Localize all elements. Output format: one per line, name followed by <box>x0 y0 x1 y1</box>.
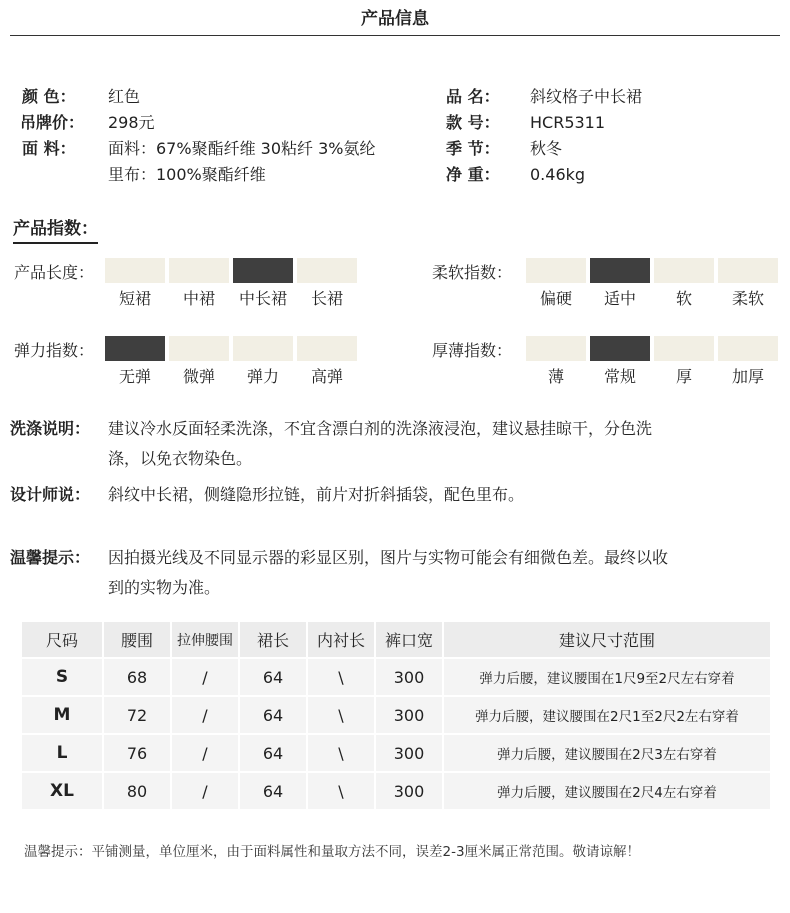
color-value: 红色 <box>108 87 141 106</box>
table-row <box>22 659 770 695</box>
wash-text-line1: 建议冷水反面轻柔洗涤，不宜含漂白剂的洗涤液浸泡，建议悬挂晾干，分色洗 <box>108 419 653 438</box>
elasticity-option-label: 弹力 <box>246 367 279 386</box>
length-segment <box>233 258 293 283</box>
designer-label: 设计师说： <box>10 485 91 504</box>
cell-waist: 72 <box>104 697 170 733</box>
header-stretch-waist: 拉伸腰围 <box>172 622 238 657</box>
softness-segment <box>590 258 650 283</box>
length-index-label: 产品长度： <box>14 263 95 282</box>
season-value: 秋冬 <box>530 139 563 158</box>
header-skirt-length: 裙长 <box>240 622 306 657</box>
cell-size: M <box>22 697 102 733</box>
net-weight-value: 0.46kg <box>530 165 586 184</box>
cell-lining: \ <box>308 735 374 771</box>
elasticity-segment <box>169 336 229 361</box>
elasticity-segment <box>233 336 293 361</box>
softness-option-label: 软 <box>675 289 692 308</box>
cell-note: 弹力后腰，建议腰围在2尺1至2尺2左右穿着 <box>444 697 770 733</box>
product-name-label: 品 名： <box>446 87 500 106</box>
softness-segment <box>718 258 778 283</box>
net-weight-label: 净 重： <box>446 165 500 184</box>
cell-hem: 300 <box>376 659 442 695</box>
color-label: 颜 色： <box>22 87 76 106</box>
cell-hem: 300 <box>376 735 442 771</box>
cell-length: 64 <box>240 697 306 733</box>
header-recommended-range: 建议尺寸范围 <box>444 622 770 657</box>
tip-text-line2: 到的实物为准。 <box>108 578 221 597</box>
cell-note: 弹力后腰，建议腰围在1尺9至2尺左右穿着 <box>444 659 770 695</box>
cell-waist: 68 <box>104 659 170 695</box>
wash-text-line2: 涤，以免衣物染色。 <box>108 449 253 468</box>
tip-text-line1: 因拍摄光线及不同显示器的彩显区别，图片与实物可能会有细微色差。最终以收 <box>108 548 669 567</box>
length-segment <box>169 258 229 283</box>
softness-option-label: 适中 <box>603 289 636 308</box>
elasticity-segment <box>297 336 357 361</box>
cell-lining: \ <box>308 659 374 695</box>
wash-label: 洗涤说明： <box>10 419 91 438</box>
header-size: 尺码 <box>22 622 102 657</box>
cell-size: L <box>22 735 102 771</box>
elasticity-option-label: 高弹 <box>310 367 343 386</box>
lining-value: 里布：100%聚酯纤维 <box>108 165 266 184</box>
length-option-label: 长裙 <box>310 289 343 308</box>
designer-note <box>0 480 790 510</box>
style-number-value: HCR5311 <box>530 113 606 132</box>
softness-index-label: 柔软指数： <box>432 263 513 282</box>
thickness-index-label: 厚薄指数： <box>432 341 513 360</box>
tip-label: 温馨提示： <box>10 548 91 567</box>
cell-hem: 300 <box>376 697 442 733</box>
style-number-label: 款 号： <box>446 113 500 132</box>
size-table-header <box>22 622 770 657</box>
softness-option-label: 偏硬 <box>539 289 572 308</box>
header-waist: 腰围 <box>104 622 170 657</box>
header-lining-length: 内衬长 <box>308 622 374 657</box>
length-segment <box>297 258 357 283</box>
softness-segment <box>654 258 714 283</box>
cell-hem: 300 <box>376 773 442 809</box>
product-name-value: 斜纹格子中长裙 <box>530 87 643 106</box>
tag-price-label: 吊牌价： <box>20 113 85 132</box>
cell-stretch: / <box>172 773 238 809</box>
thickness-segment <box>590 336 650 361</box>
length-option-label: 短裙 <box>118 289 151 308</box>
fabric-label: 面 料： <box>22 139 76 158</box>
cell-lining: \ <box>308 773 374 809</box>
cell-size: S <box>22 659 102 695</box>
cell-stretch: / <box>172 735 238 771</box>
length-option-label: 中长裙 <box>238 289 287 308</box>
cell-lining: \ <box>308 697 374 733</box>
indices-title: 产品指数： <box>13 214 98 244</box>
thickness-option-label: 厚 <box>675 367 692 386</box>
tag-price-value: 298元 <box>108 113 155 132</box>
length-segment <box>105 258 165 283</box>
footer-note: 温馨提示：平铺测量，单位厘米，由于面料属性和量取方法不同，误差2-3厘米属正常范围。敬请谅解！ <box>24 844 641 860</box>
page-title: 产品信息 <box>361 9 429 29</box>
elasticity-option-label: 无弹 <box>118 367 151 386</box>
season-label: 季 节： <box>446 139 500 158</box>
cell-length: 64 <box>240 659 306 695</box>
designer-text: 斜纹中长裙，侧缝隐形拉链，前片对折斜插袋，配色里布。 <box>108 485 525 504</box>
thickness-option-label: 薄 <box>547 367 564 386</box>
cell-length: 64 <box>240 773 306 809</box>
softness-segment <box>526 258 586 283</box>
table-row <box>22 697 770 733</box>
cell-stretch: / <box>172 697 238 733</box>
size-table <box>20 620 772 811</box>
length-option-label: 中裙 <box>182 289 215 308</box>
cell-waist: 80 <box>104 773 170 809</box>
fabric-value: 面料：67%聚酯纤维 30粘纤 3%氨纶 <box>108 139 376 158</box>
cell-note: 弹力后腰，建议腰围在2尺4左右穿着 <box>444 773 770 809</box>
header-hem-width: 裤口宽 <box>376 622 442 657</box>
thickness-segment <box>526 336 586 361</box>
cell-size: XL <box>22 773 102 809</box>
table-row <box>22 773 770 809</box>
thickness-segment <box>654 336 714 361</box>
table-row <box>22 735 770 771</box>
cell-length: 64 <box>240 735 306 771</box>
elasticity-segment <box>105 336 165 361</box>
thickness-option-label: 加厚 <box>731 367 764 386</box>
tip-note <box>0 543 790 603</box>
cell-stretch: / <box>172 659 238 695</box>
wash-instructions <box>0 414 790 474</box>
elasticity-option-label: 微弹 <box>182 367 215 386</box>
product-info <box>0 0 790 200</box>
thickness-segment <box>718 336 778 361</box>
softness-option-label: 柔软 <box>731 289 764 308</box>
cell-waist: 76 <box>104 735 170 771</box>
elasticity-index-label: 弹力指数： <box>14 341 95 360</box>
cell-note: 弹力后腰，建议腰围在2尺3左右穿着 <box>444 735 770 771</box>
thickness-option-label: 常规 <box>603 367 636 386</box>
